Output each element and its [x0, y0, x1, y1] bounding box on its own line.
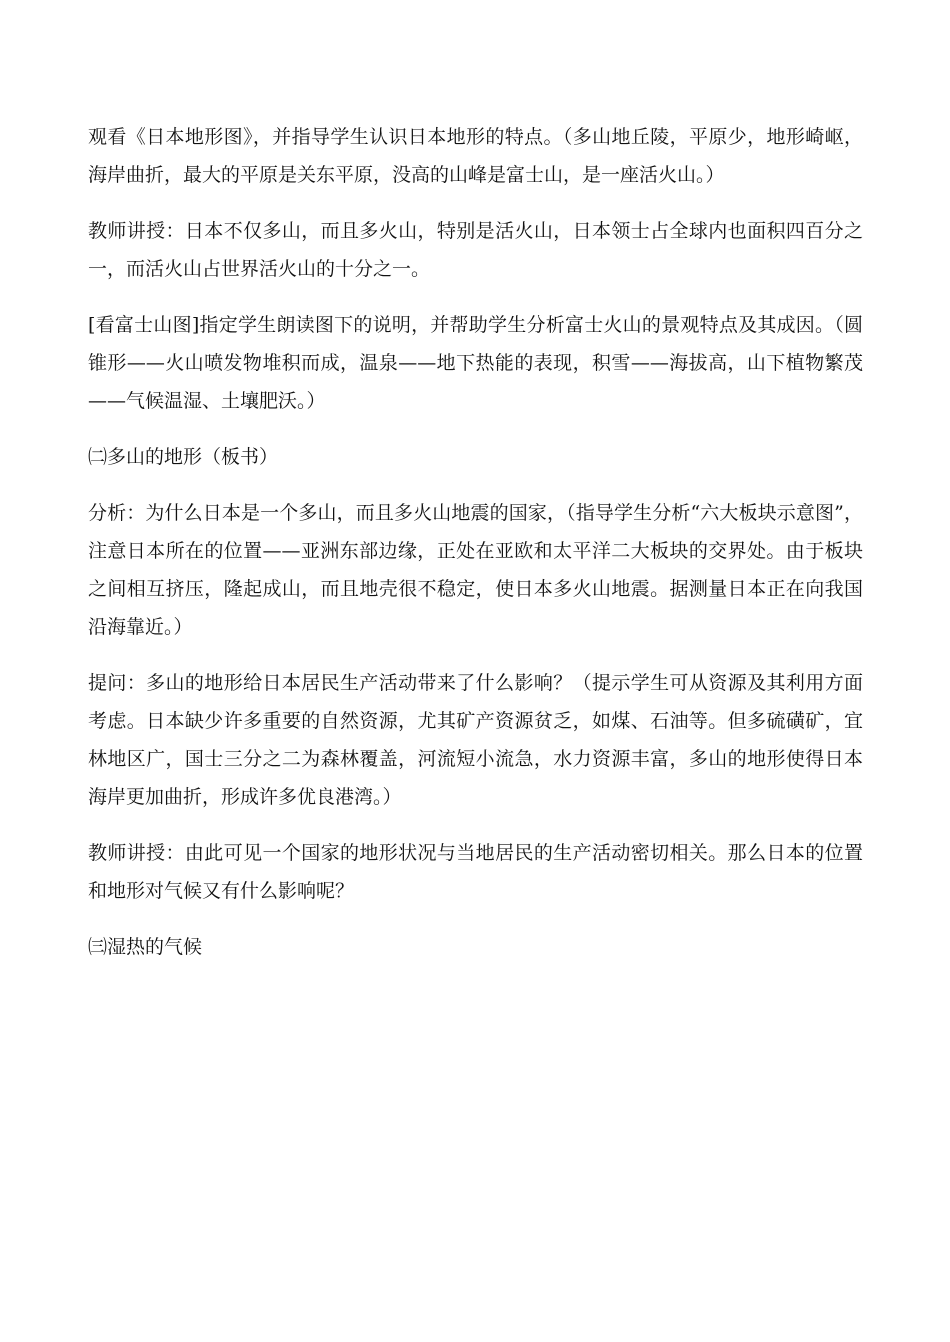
document-body: [88, 118, 863, 984]
paragraph-mount-fuji: [看富士山图]指定学生朗读图下的说明，并帮助学生分析富士火山的景观特点及其成因。（圆锥形——火山喷发物堆积而成，温泉——地下热能的表现，积雪——海拔高，山下植物繁茂——气候温湿、土壤肥沃。）: [88, 314, 863, 412]
paragraph-question-influence: 提问：多山的地形给日本居民生产活动带来了什么影响？（提示学生可从资源及其利用方面考虑。日本缺少许多重要的自然资源，尤其矿产资源贫乏，如煤、石油等。但多硫磺矿，宜林地区广，国士三分之二为森林覆盖，河流短小流急，水力资源丰富，多山的地形使得日本海岸更加曲折，形成许多优良港湾。）: [88, 672, 863, 808]
paragraph-volcano-lecture: 教师讲授：日本不仅多山，而且多火山，特别是活火山，日本领士占全球内也面积四百分之一，而活火山占世界活火山的十分之一。: [88, 220, 863, 280]
section-heading-mountainous-terrain: ㈡多山的地形（板书）: [88, 446, 279, 468]
paragraph-terrain-map: 观看《日本地形图》，并指导学生认识日本地形的特点。（多山地丘陵，平原少，地形崎岖，海岸曲折，最大的平原是关东平原，没高的山峰是富士山，是一座活火山。）: [88, 126, 863, 186]
paragraph-plate-analysis: 分析：为什么日本是一个多山，而且多火山地震的国家，（指导学生分析“六大板块示意图”，注意日本所在的位置——亚洲东部边缘，正处在亚欧和太平洋二大板块的交界处。由于板块之间相互挤压，隆起成山，而且地壳很不稳定，使日本多火山地震。据测量日本正在向我国沿海靠近。）: [88, 502, 863, 638]
section-heading-humid-climate: ㈢湿热的气候: [88, 936, 203, 958]
paragraph-climate-lecture: 教师讲授：由此可见一个国家的地形状况与当地居民的生产活动密切相关。那么日本的位置和地形对气候又有什么影响呢？: [88, 842, 863, 902]
